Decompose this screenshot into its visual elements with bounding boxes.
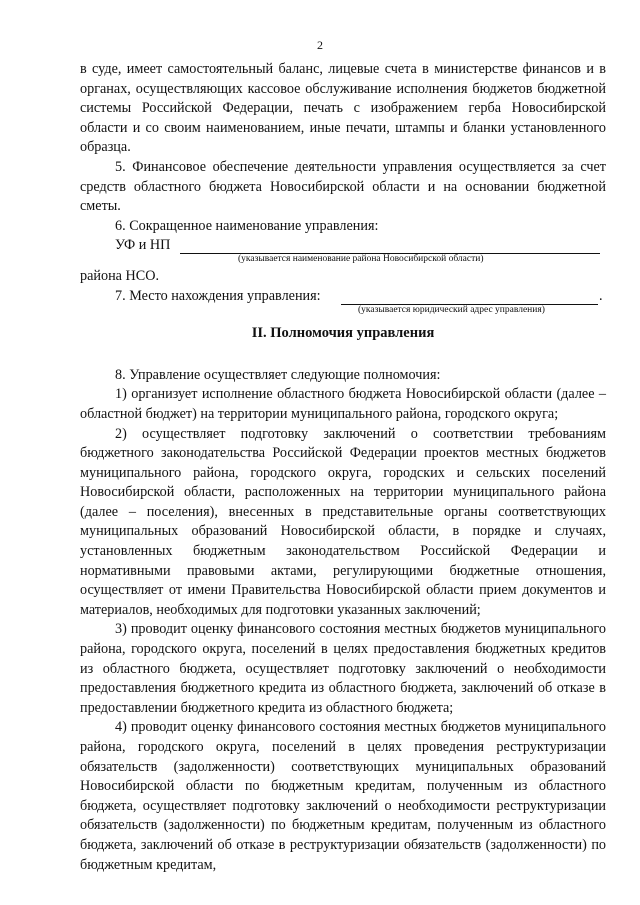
- short-name-row: [80, 236, 606, 265]
- paragraph-8: 8. Управление осуществляет следующие полномочия:: [115, 366, 441, 383]
- paragraph-6-title: 6. Сокращенное наименование управления:: [115, 217, 379, 234]
- short-name-suffix: района НСО.: [80, 267, 160, 284]
- item-2: 2) осуществляет подготовку заключений о соответствии требованиям бюджетного законодательства Российской Федерации проектов местных бюджетов муниципального района, городского округа, городских и сельских поселений Новосибирской области, расположенных на территории муниципального района (далее – поселения), внесенных в представительные органы соответствующих муниципальных образований Новосибирской области, в порядке и случаях, установленных бюджетным законодательством Российской Федерации и нормативными правовыми актами, регулирующими бюджетные отношения, осуществляет от имени Правительства Новосибирской области прием документов и материалов, необходимых для подготовки указанных заключений;: [80, 425, 606, 618]
- paragraph-continuation: в суде, имеет самостоятельный баланс, лицевые счета в министерстве финансов и в органах, осуществляющих кассовое обслуживание исполнения бюджетов бюджетной системы Российской Федерации, печать с изображением герба Новосибирской области и со своим наименованием, иные печати, штампы и бланки установленного образца.: [80, 61, 606, 156]
- paragraph-7-label: 7. Место нахождения управления:: [115, 287, 321, 304]
- section-title: II. Полномочия управления: [251, 325, 435, 342]
- short-name-prefix: УФ и НП: [115, 237, 171, 254]
- short-name-hint: (указывается наименование района Новосибирской области): [238, 254, 484, 265]
- address-hint: (указывается юридический адрес управления): [358, 304, 545, 315]
- address-row: [80, 287, 606, 315]
- short-name-underline: [180, 238, 600, 254]
- item-3: 3) проводит оценку финансового состояния местных бюджетов муниципального района, городского округа, поселений в целях предоставления бюджетных кредитов из областного бюджета, осуществляет подготовку заключений о необходимости предоставления бюджетного кредита из областного бюджета, заключений об отказе в предоставлении бюджетного кредита из областного бюджета;: [80, 621, 606, 716]
- address-underline: [341, 289, 598, 305]
- document-body: [80, 60, 606, 875]
- item-1: 1) организует исполнение областного бюджета Новосибирской области (далее – областной бюджет) на территории муниципального района, городского округа;: [80, 386, 606, 422]
- paragraph-5: 5. Финансовое обеспечение деятельности управления осуществляется за счет средств областного бюджета Новосибирской области и на основании бюджетной сметы.: [80, 158, 606, 215]
- paragraph-7-end: .: [599, 287, 603, 304]
- page-number: 2: [317, 38, 323, 52]
- item-4: 4) проводит оценку финансового состояния местных бюджетов муниципального района, городского округа, поселений в целях проведения реструктуризации обязательств (задолженности) соответствующих муниципальных образований Новосибирской области по бюджетным кредитам, полученным из областного бюджета, осуществляет подготовку заключений о необходимости реструктуризации обязательств (задолженности) по бюджетным кредитам, полученным из областного бюджета, заключений об отказе в реструктуризации обязательств (задолженности) по бюджетным кредитам,: [80, 719, 606, 873]
